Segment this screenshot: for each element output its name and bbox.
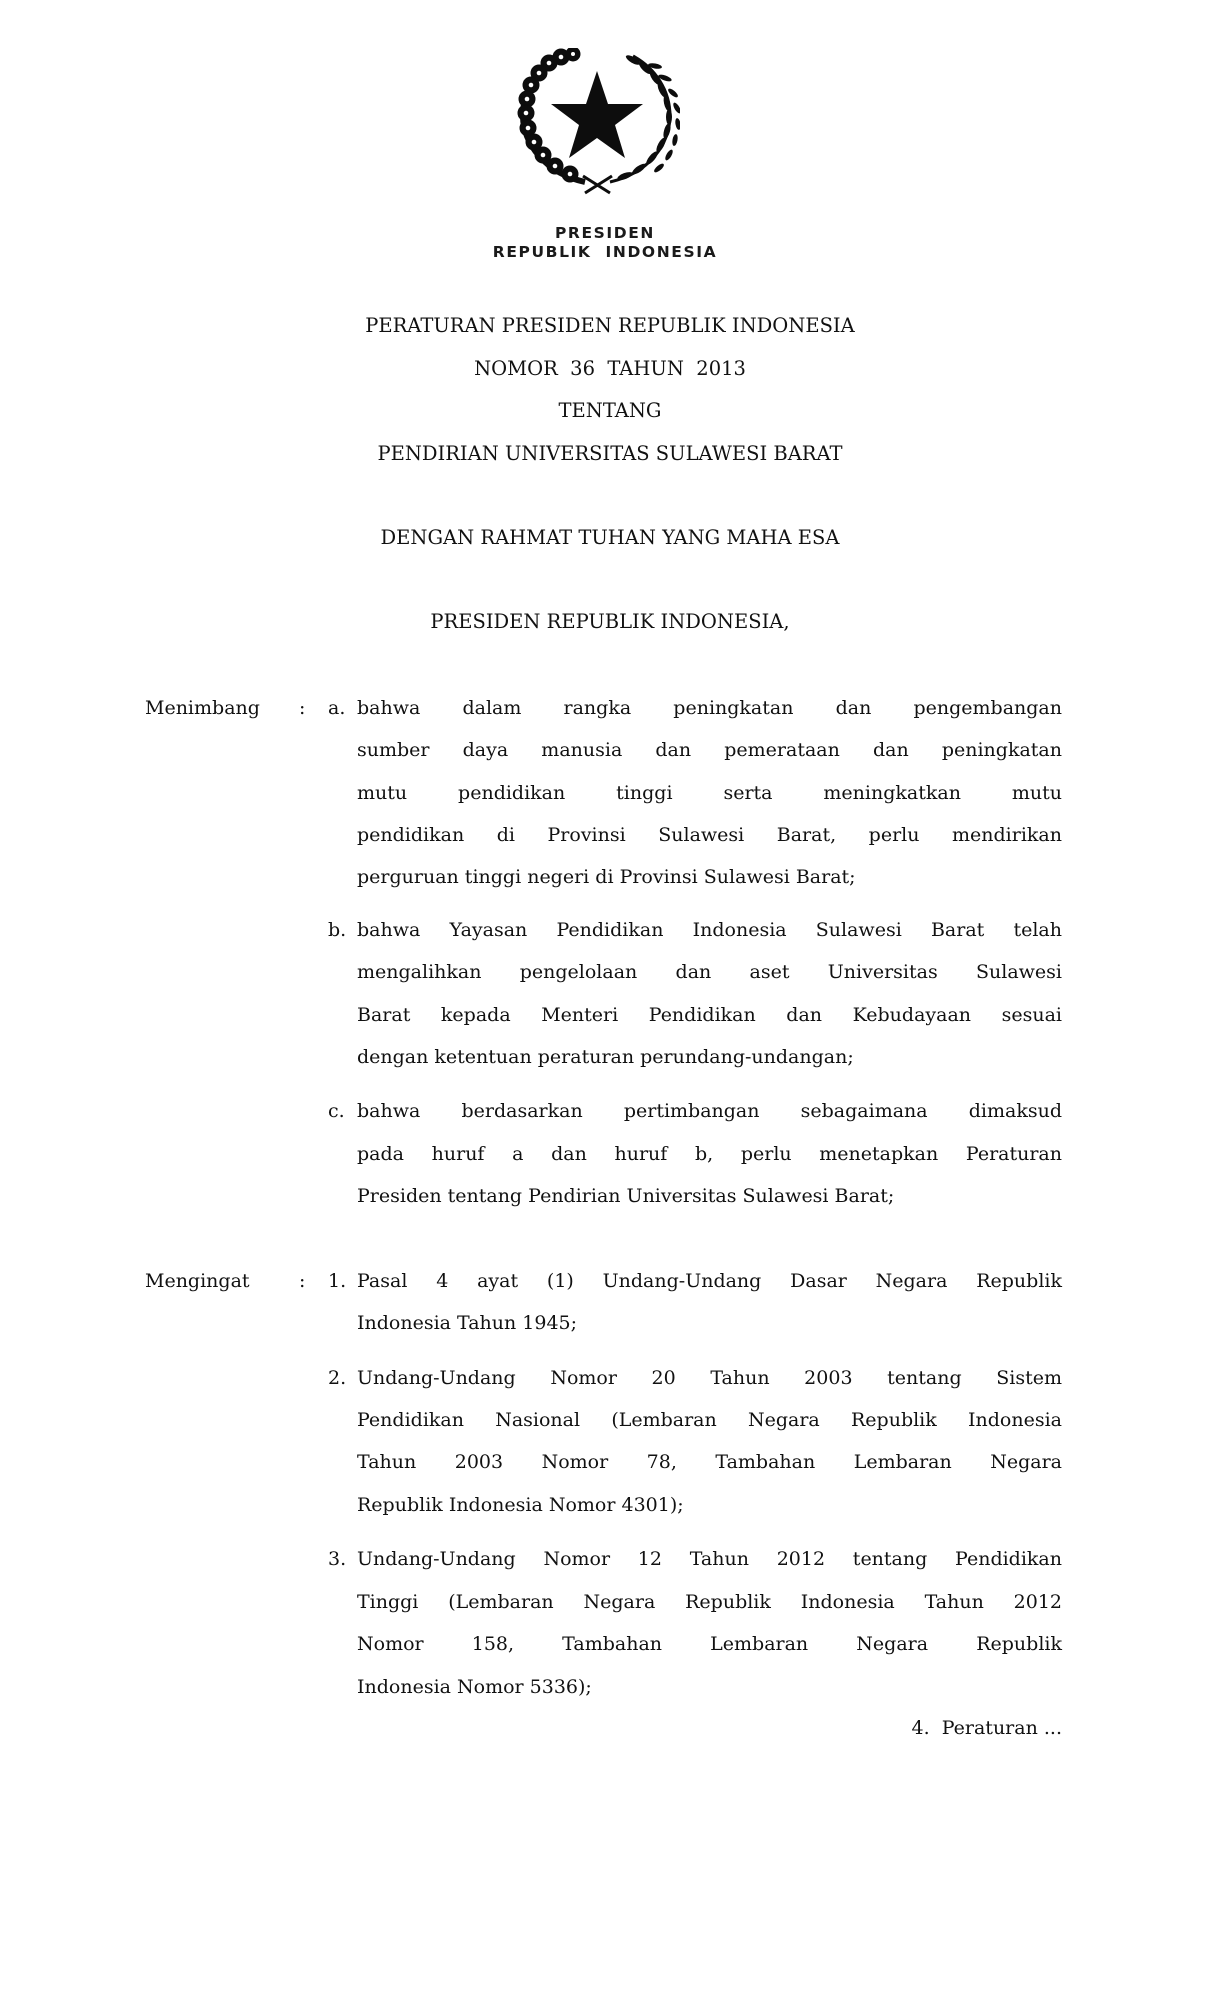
- issuer: PRESIDEN REPUBLIK INDONESIA,: [430, 610, 790, 633]
- menimbang-a-line: bahwa dalam rangka peningkatan dan pengembangan: [357, 697, 1062, 719]
- regulation-number: NOMOR 36 TAHUN 2013: [474, 357, 746, 380]
- menimbang-b-line: dengan ketentuan peraturan perundang-undangan;: [357, 1046, 854, 1068]
- menimbang-c-line: Presiden tentang Pendirian Universitas Sulawesi Barat;: [357, 1185, 895, 1207]
- menimbang-colon: :: [299, 697, 306, 719]
- mengingat-1-line: Indonesia Tahun 1945;: [357, 1312, 578, 1334]
- mengingat-2-line: Undang-Undang Nomor 20 Tahun 2003 tentang Sistem: [357, 1367, 1062, 1389]
- presidential-emblem-icon: [515, 48, 680, 196]
- mengingat-3-line: Undang-Undang Nomor 12 Tahun 2012 tentang Pendidikan: [357, 1548, 1062, 1570]
- menimbang-a-line: perguruan tinggi negeri di Provinsi Sulawesi Barat;: [357, 866, 856, 888]
- mengingat-3-line: Indonesia Nomor 5336);: [357, 1676, 592, 1698]
- item-marker-2: 2.: [328, 1367, 347, 1389]
- regulation-about-label: TENTANG: [558, 399, 662, 422]
- mengingat-2-line: Republik Indonesia Nomor 4301);: [357, 1494, 684, 1516]
- letterhead-presiden: PRESIDEN: [554, 224, 656, 242]
- regulation-subject: PENDIRIAN UNIVERSITAS SULAWESI BARAT: [377, 442, 843, 465]
- mengingat-label: Mengingat: [145, 1270, 250, 1292]
- mengingat-3-line: Tinggi (Lembaran Negara Republik Indonesia Tahun 2012: [357, 1591, 1062, 1613]
- menimbang-label: Menimbang: [145, 697, 260, 719]
- menimbang-c-line: pada huruf a dan huruf b, perlu menetapkan Peraturan: [357, 1143, 1062, 1165]
- item-marker-a: a.: [328, 697, 346, 719]
- mengingat-2-line: Pendidikan Nasional (Lembaran Negara Republik Indonesia: [357, 1409, 1062, 1431]
- menimbang-a-line: mutu pendidikan tinggi serta meningkatkan mutu: [357, 782, 1062, 804]
- item-marker-1: 1.: [328, 1270, 347, 1292]
- mengingat-colon: :: [299, 1270, 306, 1292]
- invocation: DENGAN RAHMAT TUHAN YANG MAHA ESA: [380, 526, 840, 549]
- continuation-catchword: 4. Peraturan ...: [911, 1717, 1062, 1739]
- item-marker-3: 3.: [328, 1548, 347, 1570]
- mengingat-3-line: Nomor 158, Tambahan Lembaran Negara Republik: [357, 1633, 1062, 1655]
- menimbang-b-line: Barat kepada Menteri Pendidikan dan Kebudayaan sesuai: [357, 1004, 1062, 1026]
- menimbang-a-line: sumber daya manusia dan pemerataan dan peningkatan: [357, 739, 1062, 761]
- menimbang-b-line: bahwa Yayasan Pendidikan Indonesia Sulawesi Barat telah: [357, 919, 1062, 941]
- menimbang-b-line: mengalihkan pengelolaan dan aset Universitas Sulawesi: [357, 961, 1062, 983]
- mengingat-2-line: Tahun 2003 Nomor 78, Tambahan Lembaran Negara: [357, 1451, 1062, 1473]
- letterhead-republik-indonesia: REPUBLIK INDONESIA: [492, 243, 718, 261]
- item-marker-b: b.: [328, 919, 347, 941]
- regulation-title: PERATURAN PRESIDEN REPUBLIK INDONESIA: [365, 314, 855, 337]
- menimbang-a-line: pendidikan di Provinsi Sulawesi Barat, perlu mendirikan: [357, 824, 1062, 846]
- menimbang-c-line: bahwa berdasarkan pertimbangan sebagaimana dimaksud: [357, 1100, 1062, 1122]
- item-marker-c: c.: [328, 1100, 345, 1122]
- mengingat-1-line: Pasal 4 ayat (1) Undang-Undang Dasar Negara Republik: [357, 1270, 1062, 1292]
